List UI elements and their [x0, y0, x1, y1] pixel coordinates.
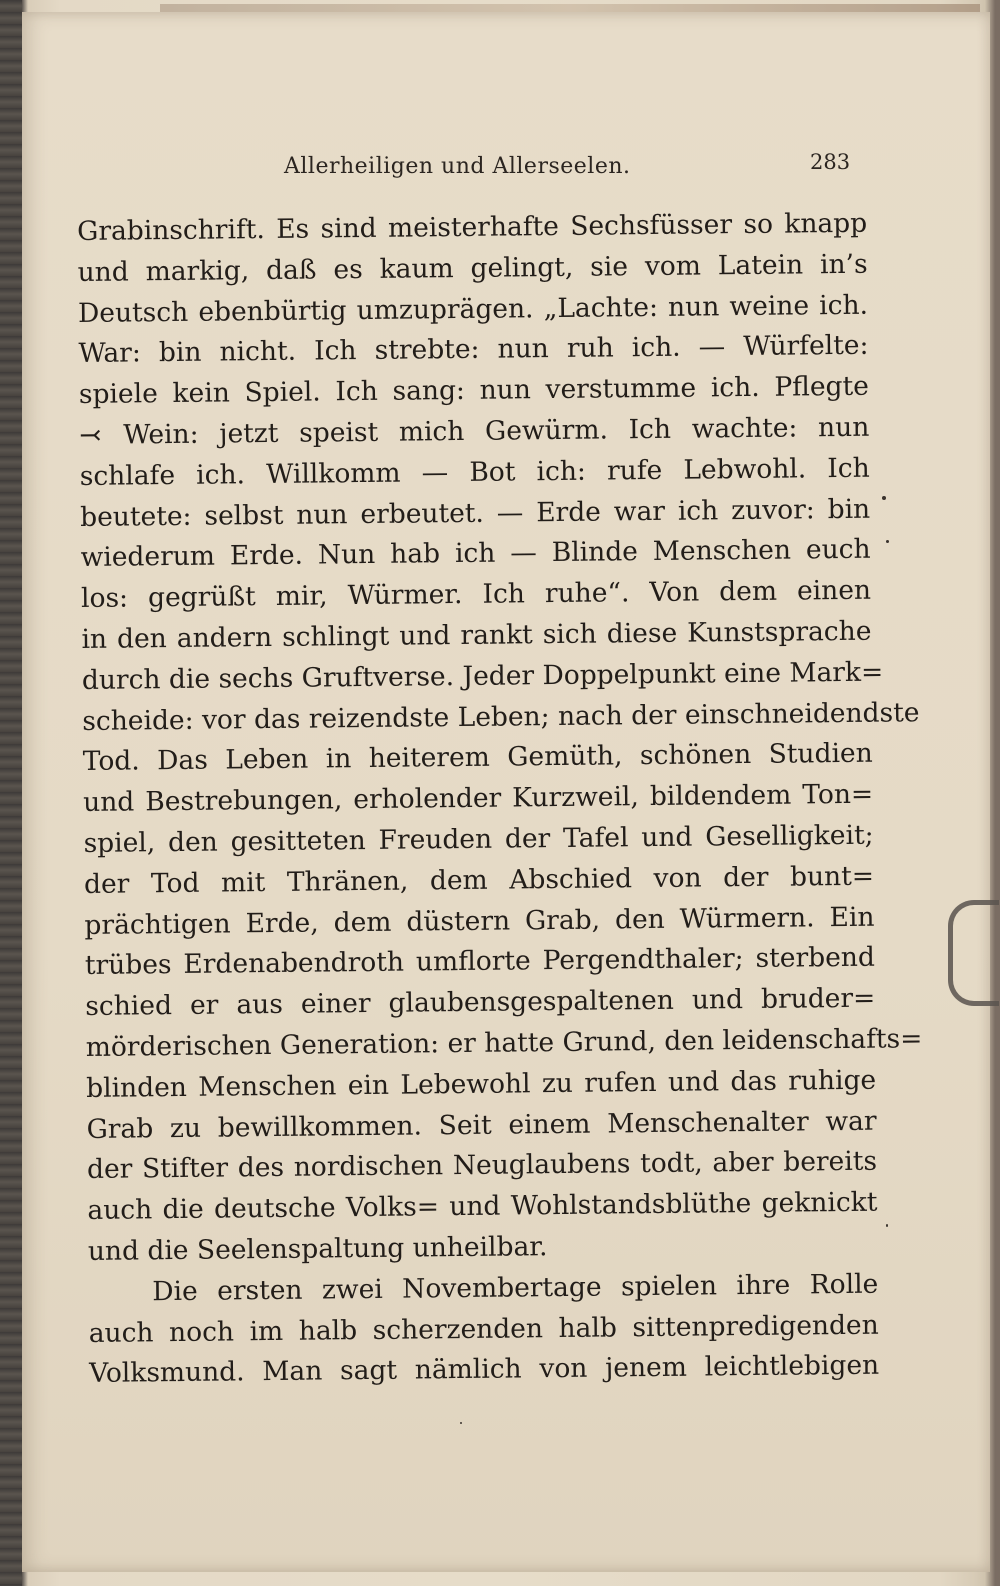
text-line: der Tod mit Thränen, dem Abschied von der bunt= — [83, 860, 875, 900]
text-line: Die ersten zwei Novembertage spielen ihre Rolle — [152, 1268, 879, 1307]
ink-speck — [460, 1422, 462, 1424]
text-line: wiederum Erde. Nun hab ich — Blinde Menschen euch — [80, 534, 871, 574]
book-spine-edge — [0, 0, 22, 1586]
text-line: spiel, den gesitteten Freuden der Tafel und Geselligkeit; — [83, 819, 874, 859]
page-clip-mark — [948, 900, 999, 1006]
text-line: der Stifter des nordischen Neuglaubens todt, aber bereits — [86, 1146, 878, 1186]
text-line: prächtigen Erde, dem düstern Grab, den Würmern. Ein — [84, 901, 875, 941]
text-line: Grabinschrift. Es sind meisterhafte Sechsfüsser so knapp — [77, 207, 868, 247]
text-line: beutete: selbst nun erbeutet. — Erde war ich zuvor: bin — [80, 493, 871, 533]
book-page — [22, 12, 990, 1572]
text-line: und Bestrebungen, erholender Kurzweil, bildendem Ton= — [83, 778, 874, 819]
text-line: und die Seelenspaltung unheilbar. — [87, 1231, 548, 1267]
ink-speck — [882, 496, 886, 500]
text-line: schlafe ich. Willkomm — Bot ich: rufe Lebwohl. Ich — [79, 452, 870, 492]
text-line: War: bin nicht. Ich strebte: nun ruh ich. — Würfelte: — [78, 330, 869, 370]
text-line: Deutsch ebenbürtig umzuprägen. „Lachte: nun weine ich. — [77, 289, 869, 329]
text-line: durch die sechs Gruftverse. Jeder Doppelpunkt eine Mark= — [81, 656, 884, 696]
text-line: Wein: jetzt speist mich Gewürm. Ich wachte: nun — [123, 411, 870, 451]
text-line: mörderischen Generation: er hatte Grund, den leidenschafts= — [85, 1023, 923, 1063]
text-line: spiele kein Spiel. Ich sang: nun verstumme ich. Pflegte — [78, 370, 870, 411]
text-line: Grab zu bewillkommen. Seit einem Menschenalter war — [86, 1105, 877, 1145]
page-header — [22, 150, 990, 190]
page-number: 283 — [810, 150, 851, 174]
text-line: Tod. Das Leben in heiterem Gemüth, schönen Studien — [82, 738, 873, 778]
ink-speck — [886, 540, 889, 543]
text-line: schied er aus einer glaubensgespaltenen und bruder= — [85, 982, 876, 1023]
text-line: und markig, daß es kaum gelingt, sie vom Latein in’s — [77, 248, 868, 288]
text-line: scheide: vor das reizendste Leben; nach der einschneidendste — [82, 696, 920, 737]
running-head: Allerheiligen und Allerseelen. — [284, 154, 631, 179]
text-line: blinden Menschen ein Lebewohl zu rufen und das ruhige — [86, 1064, 877, 1104]
body-text — [77, 204, 923, 1395]
text-line: los: gegrüßt mir, Würmer. Ich ruhe“. Von dem einen — [80, 574, 872, 615]
margin-mark-icon: ⤙ — [79, 419, 102, 451]
text-line: auch die deutsche Volks= und Wohlstandsblüthe geknickt — [87, 1186, 878, 1227]
ink-speck — [886, 1224, 888, 1227]
text-line: Volksmund. Man sagt nämlich von jenem leichtlebigen — [89, 1349, 880, 1390]
text-line: auch noch im halb scherzenden halb sittenpredigenden — [88, 1309, 879, 1349]
text-line: trübes Erdenabendroth umflorte Pergendthaler; sterbend — [84, 942, 876, 982]
text-line: in den andern schlingt und rankt sich diese Kunstsprache — [81, 615, 872, 655]
